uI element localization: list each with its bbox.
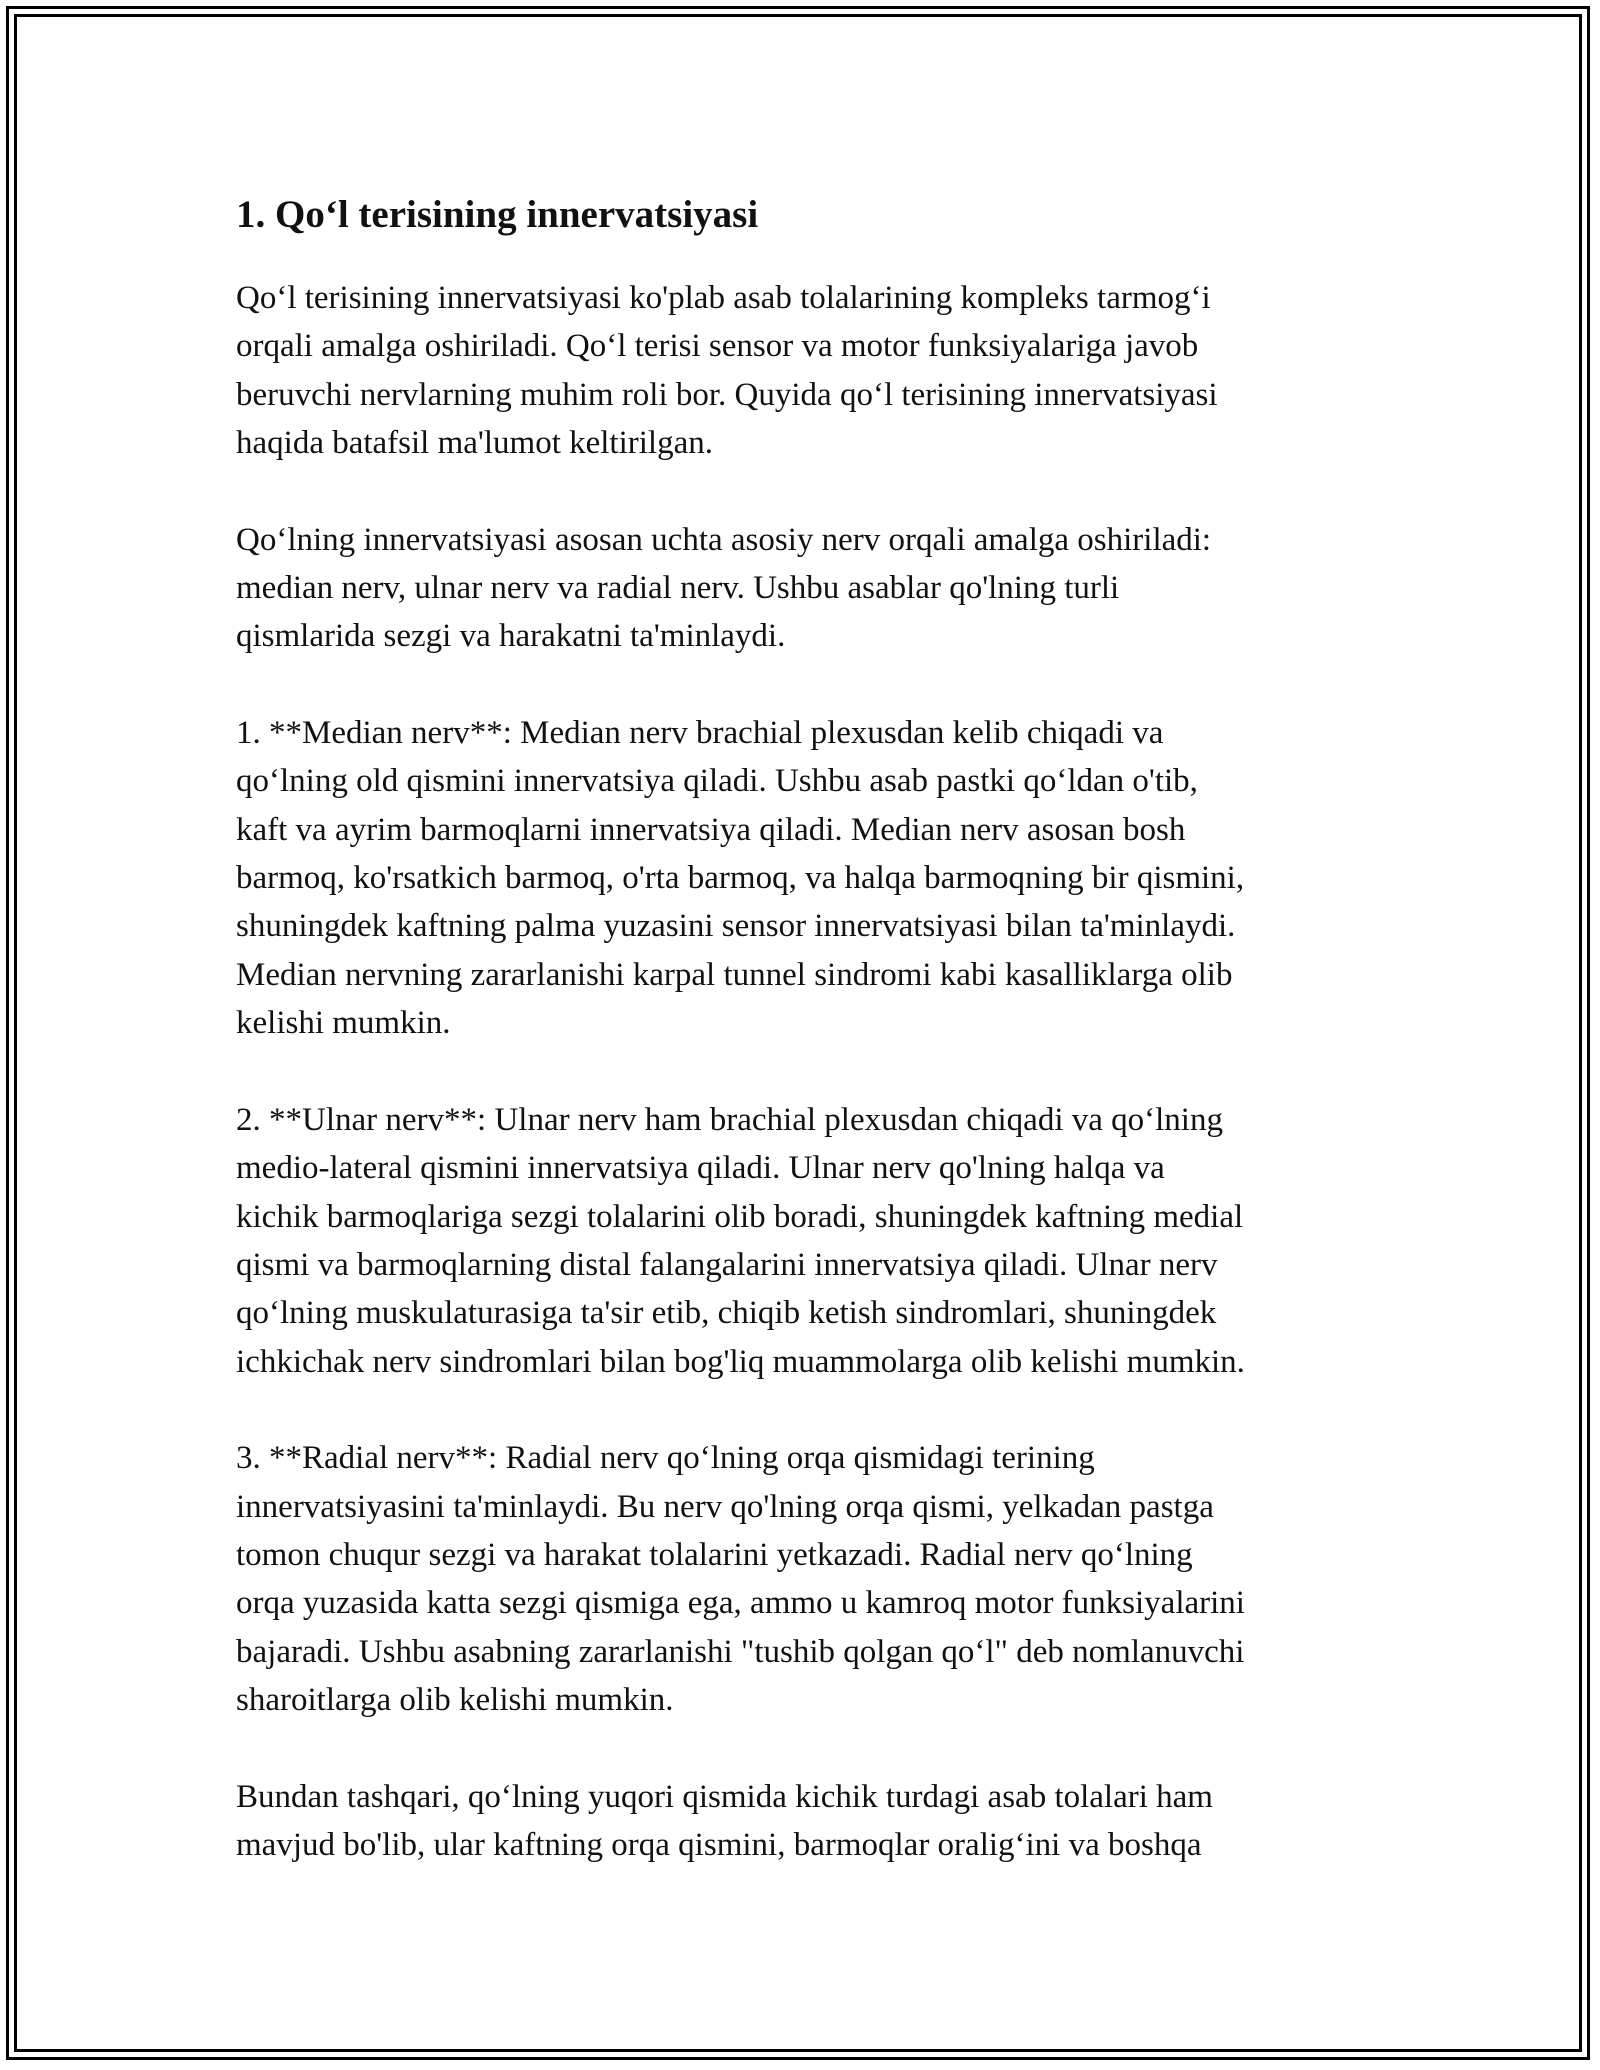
paragraph <box>236 274 1366 468</box>
paragraph-line: mavjud bo'lib, ular kaftning orqa qismini, barmoqlar oralig‘ini va boshqa <box>236 1826 1202 1863</box>
paragraph-line: Qo‘l terisining innervatsiyasi ko'plab asab tolalarining kompleks tarmog‘i <box>236 280 1211 316</box>
paragraph <box>236 1434 1366 1724</box>
paragraph-line: bajaradi. Ushbu asabning zararlanishi "tushib qolgan qo‘l" deb nomlanuvchi <box>236 1633 1245 1670</box>
paragraph-line: shuningdek kaftning palma yuzasini sensor innervatsiyasi bilan ta'minlaydi. <box>236 908 1236 945</box>
paragraph-line: orqali amalga oshiriladi. Qo‘l terisi sensor va motor funksiyalariga javob <box>236 328 1199 365</box>
paragraph-line: 3. **Radial nerv**: Radial nerv qo‘lning orqa qismidagi terining <box>236 1440 1095 1477</box>
paragraph-line: medio-lateral qismini innervatsiya qiladi. Ulnar nerv qo'lning halqa va <box>236 1150 1165 1187</box>
paragraph-line: qo‘lning old qismini innervatsiya qiladi. Ushbu asab pastki qo‘ldan o'tib, <box>236 763 1198 800</box>
paragraph-line: kichik barmoqlariga sezgi tolalarini olib boradi, shuningdek kaftning medial <box>236 1198 1244 1235</box>
paragraph-line: ichkichak nerv sindromlari bilan bog'liq muammolarga olib kelishi mumkin. <box>236 1343 1245 1380</box>
paragraph-line: kaft va ayrim barmoqlarni innervatsiya qiladi. Median nerv asosan bosh <box>236 811 1186 848</box>
paragraph-line: qo‘lning muskulaturasiga ta'sir etib, chiqib ketish sindromlari, shuningdek <box>236 1295 1217 1332</box>
paragraph-line: haqida batafsil ma'lumot keltirilgan. <box>236 425 713 462</box>
paragraph-line: qismi va barmoqlarning distal falangalarini innervatsiya qiladi. Ulnar nerv <box>236 1246 1218 1283</box>
paragraph-line: kelishi mumkin. <box>236 1005 451 1042</box>
paragraph-line: Bundan tashqari, qo‘lning yuqori qismida kichik turdagi asab tolalari ham <box>236 1778 1213 1815</box>
document-page <box>236 186 1366 1869</box>
paragraph-line: Qo‘lning innervatsiyasi asosan uchta asosiy nerv orqali amalga oshiriladi: <box>236 521 1212 558</box>
paragraph-line: innervatsiyasini ta'minlaydi. Bu nerv qo'lning orqa qismi, yelkadan pastga <box>236 1488 1214 1525</box>
paragraph <box>236 709 1366 1048</box>
paragraph-line: sharoitlarga olib kelishi mumkin. <box>236 1682 674 1719</box>
paragraph-line: beruvchi nervlarning muhim roli bor. Quyida qo‘l terisining innervatsiyasi <box>236 376 1218 413</box>
paragraph <box>236 1096 1366 1386</box>
document-title: 1. Qo‘l terisining innervatsiyasi <box>236 193 759 236</box>
paragraph-line: 2. **Ulnar nerv**: Ulnar nerv ham brachial plexusdan chiqadi va qo‘lning <box>236 1101 1223 1138</box>
paragraph <box>236 516 1366 661</box>
paragraph <box>236 1773 1366 1870</box>
paragraph-line: qismlarida sezgi va harakatni ta'minlaydi. <box>236 618 786 655</box>
paragraph-line: Median nervning zararlanishi karpal tunnel sindromi kabi kasalliklarga olib <box>236 956 1233 993</box>
paragraph-line: barmoq, ko'rsatkich barmoq, o'rta barmoq, va halqa barmoqning bir qismini, <box>236 860 1245 897</box>
paragraph-line: 1. **Median nerv**: Median nerv brachial plexusdan kelib chiqadi va <box>236 714 1164 751</box>
paragraph-line: median nerv, ulnar nerv va radial nerv. Ushbu asablar qo'lning turli <box>236 570 1120 607</box>
document-body <box>236 274 1366 1869</box>
paragraph-line: tomon chuqur sezgi va harakat tolalarini yetkazadi. Radial nerv qo‘lning <box>236 1536 1193 1573</box>
paragraph-line: orqa yuzasida katta sezgi qismiga ega, ammo u kamroq motor funksiyalarini <box>236 1585 1245 1622</box>
